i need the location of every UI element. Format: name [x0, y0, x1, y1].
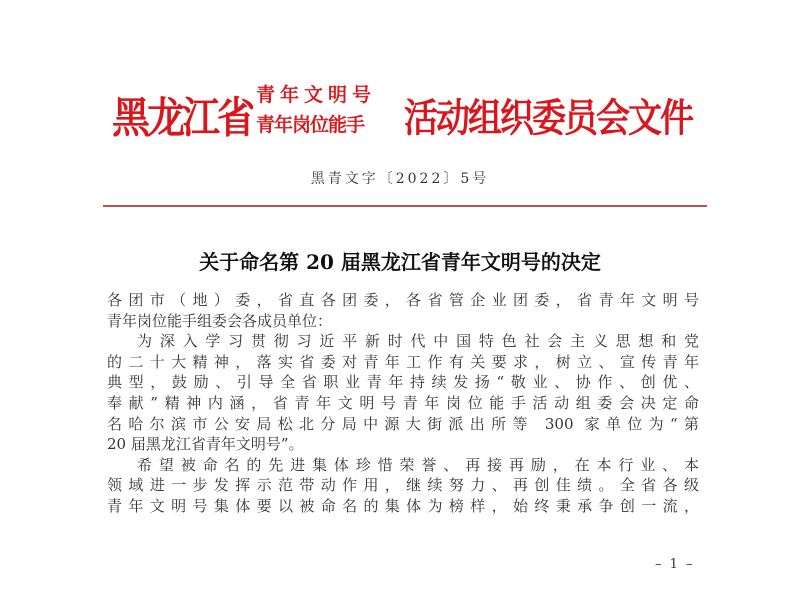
letterhead-stacked-title [256, 80, 376, 140]
body-line: 各团市（地）委，省直各团委，各省管企业团委，省青年文明号 [107, 291, 699, 309]
body-line: 青年文明号集体要以被命名的集体为榜样，始终秉承争创一流， [107, 496, 699, 515]
body-line: 的二十大精神，落实省委对青年工作有关要求，树立、宣传青年 [107, 352, 699, 371]
body-line: 20 届黑龙江省青年文明号”。 [107, 435, 304, 454]
document-title: 关于命名第 20 届黑龙江省青年文明号的决定 [199, 250, 601, 274]
letterhead-committee-document: 活动组织委员会文件 [404, 95, 692, 142]
letterhead-province: 黑龙江省 [112, 92, 253, 143]
red-letterhead [112, 80, 702, 150]
body-line: 为深入学习贯彻习近平新时代中国特色社会主义思想和党 [137, 332, 699, 351]
body-line: 青年岗位能手组委会各成员单位： [107, 311, 333, 330]
body-line: 名哈尔滨市公安局松北分局中源大街派出所等 300 家单位为“第 [107, 414, 699, 433]
body-line: 希望被命名的先进集体珍惜荣誉、再接再励，在本行业、本 [137, 455, 699, 474]
body-line: 典型，鼓励、引导全省职业青年持续发扬“敬业、协作、创优、 [107, 373, 699, 392]
letterhead-stack-line-1: 青年文明号 [256, 84, 377, 106]
body-line: 领域进一步发挥示范带动作用，继续努力、再创佳绩。全省各级 [107, 476, 699, 495]
document-number: 黑青文字〔2022〕5号 [310, 171, 490, 187]
letterhead-stack-line-2: 青年岗位能手 [256, 114, 365, 136]
page-number: – 1 – [655, 557, 695, 572]
red-divider-line [103, 205, 707, 207]
body-line: 奉献”精神内涵，省青年文明号青年岗位能手活动组委会决定命 [107, 393, 699, 412]
document-body [107, 290, 699, 517]
